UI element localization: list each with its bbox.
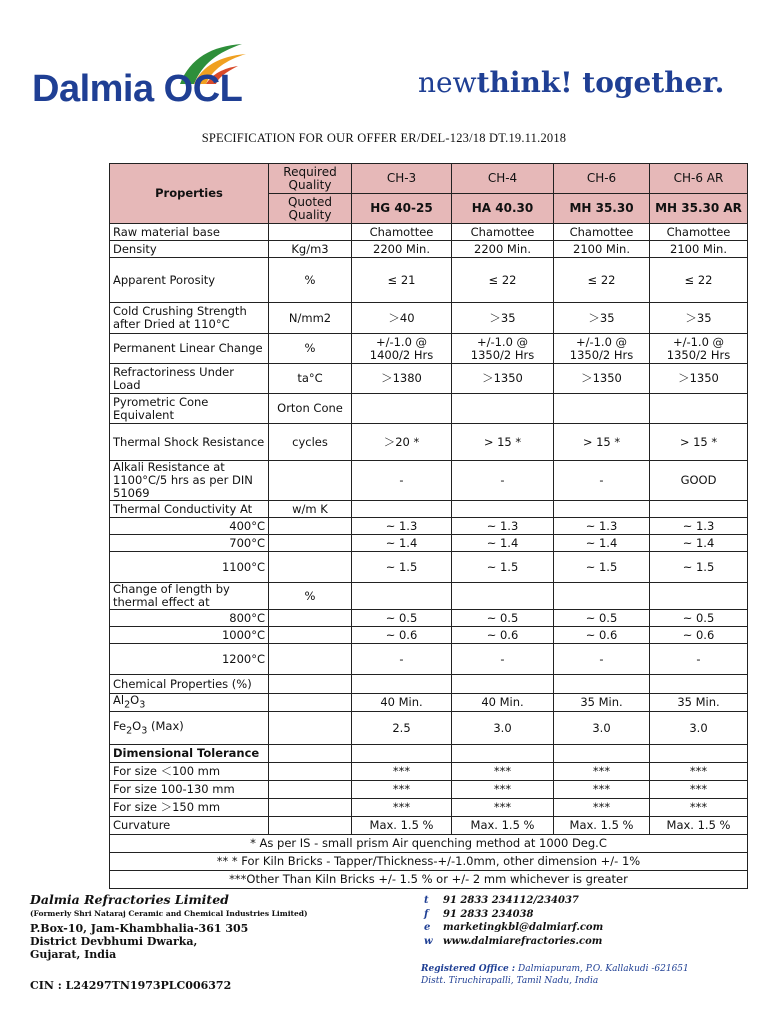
value-cell: 35 Min.: [650, 694, 748, 712]
unit-cell: cycles: [269, 424, 352, 461]
property-label: 1200°C: [110, 644, 269, 675]
company-address: [30, 922, 308, 961]
header-grade: HA 40.30: [452, 194, 554, 224]
table-row: [110, 241, 748, 258]
unit-cell: [269, 518, 352, 535]
unit-cell: %: [269, 583, 352, 610]
property-label: Thermal Conductivity At: [110, 501, 269, 518]
unit-cell: N/mm2: [269, 303, 352, 334]
unit-cell: [269, 224, 352, 241]
registered-office: [421, 963, 689, 987]
value-cell: ＞1350: [650, 364, 748, 394]
value-cell: ~ 1.4: [650, 535, 748, 552]
address-line: Gujarat, India: [30, 948, 117, 961]
property-label: Dimensional Tolerance: [110, 745, 269, 763]
property-label: 400°C: [110, 518, 269, 535]
property-label: For size 100-130 mm: [110, 781, 269, 799]
value-cell: [650, 583, 748, 610]
unit-cell: [269, 694, 352, 712]
value-cell: [650, 675, 748, 694]
value-cell: 40 Min.: [352, 694, 452, 712]
footnote-row: [110, 871, 748, 889]
property-label: Chemical Properties (%): [110, 675, 269, 694]
value-cell: ~ 1.4: [452, 535, 554, 552]
unit-cell: [269, 610, 352, 627]
footnote: ***Other Than Kiln Bricks +/- 1.5 % or +/- 2 mm whichever is greater: [110, 871, 748, 889]
header-product: CH-4: [452, 164, 554, 194]
value-cell: -: [452, 644, 554, 675]
table-row: [110, 518, 748, 535]
footnote-row: [110, 853, 748, 871]
unit-cell: [269, 552, 352, 583]
address-line: P.Box-10, Jam-Khambhalia-361 305: [30, 922, 249, 935]
header-grade: MH 35.30 AR: [650, 194, 748, 224]
unit-cell: [269, 799, 352, 817]
page-title: SPECIFICATION FOR OUR OFFER ER/DEL-123/18 DT.19.11.2018: [201, 131, 567, 145]
unit-cell: [269, 745, 352, 763]
unit-cell: [269, 781, 352, 799]
value-cell: ＞35: [554, 303, 650, 334]
value-cell: [554, 675, 650, 694]
value-cell: ~ 1.3: [650, 518, 748, 535]
property-label: Curvature: [110, 817, 269, 835]
table-row: [110, 461, 748, 501]
value-cell: Chamottee: [352, 224, 452, 241]
value-cell: > 15 *: [554, 424, 650, 461]
property-label: 700°C: [110, 535, 269, 552]
unit-cell: [269, 675, 352, 694]
unit-cell: [269, 461, 352, 501]
value-cell: +/-1.0 @ 1400/2 Hrs: [352, 334, 452, 364]
value-cell: Chamottee: [554, 224, 650, 241]
value-cell: 3.0: [554, 712, 650, 745]
unit-cell: [269, 817, 352, 835]
unit-cell: Kg/m3: [269, 241, 352, 258]
value-cell: [554, 501, 650, 518]
unit-cell: [269, 627, 352, 644]
property-label: $Fe_2O_3$ (Max): [110, 712, 269, 745]
company-name: Dalmia Refractories Limited: [30, 892, 229, 907]
value-cell: Chamottee: [452, 224, 554, 241]
value-cell: 40 Min.: [452, 694, 554, 712]
value-cell: [650, 745, 748, 763]
value-cell: [352, 394, 452, 424]
value-cell: ~ 1.3: [452, 518, 554, 535]
value-cell: ***: [452, 799, 554, 817]
table-row: [110, 552, 748, 583]
contact-fax: f 91 2833 234038: [424, 908, 534, 920]
header-product: CH-6 AR: [650, 164, 748, 194]
table-row: [110, 501, 748, 518]
tagline-light: new: [418, 66, 477, 99]
value-cell: ~ 1.5: [352, 552, 452, 583]
value-cell: ~ 1.5: [452, 552, 554, 583]
table-row: [110, 394, 748, 424]
value-cell: ＞35: [452, 303, 554, 334]
header-product: CH-6: [554, 164, 650, 194]
value-cell: ***: [554, 799, 650, 817]
value-cell: ~ 1.4: [352, 535, 452, 552]
address-line: District Devbhumi Dwarka,: [30, 935, 198, 948]
property-label: Pyrometric Cone Equivalent: [110, 394, 269, 424]
property-label: Cold Crushing Strength after Dried at 110°C: [110, 303, 269, 334]
value-cell: ~ 1.4: [554, 535, 650, 552]
value-cell: +/-1.0 @ 1350/2 Hrs: [554, 334, 650, 364]
value-cell: ***: [554, 781, 650, 799]
value-cell: [554, 394, 650, 424]
value-cell: ＞35: [650, 303, 748, 334]
unit-cell: [269, 763, 352, 781]
value-cell: ***: [452, 781, 554, 799]
unit-cell: [269, 535, 352, 552]
logo-text: Dalmia OCL: [32, 68, 243, 110]
value-cell: ≤ 22: [650, 258, 748, 303]
value-cell: ***: [452, 763, 554, 781]
value-cell: > 15 *: [452, 424, 554, 461]
table-row: [110, 817, 748, 835]
value-cell: ~ 0.6: [554, 627, 650, 644]
value-cell: ~ 0.6: [650, 627, 748, 644]
value-cell: Max. 1.5 %: [452, 817, 554, 835]
table-row: [110, 694, 748, 712]
value-cell: ＞40: [352, 303, 452, 334]
footnote: * As per IS - small prism Air quenching method at 1000 Deg.C: [110, 835, 748, 853]
value-cell: ~ 0.5: [554, 610, 650, 627]
value-cell: -: [650, 644, 748, 675]
registered-label: Registered Office :: [421, 964, 516, 974]
value-cell: +/-1.0 @ 1350/2 Hrs: [452, 334, 554, 364]
property-label: 800°C: [110, 610, 269, 627]
value-cell: ≤ 21: [352, 258, 452, 303]
value-cell: [352, 583, 452, 610]
spec-table: [109, 163, 748, 889]
value-cell: ***: [650, 763, 748, 781]
value-cell: -: [352, 644, 452, 675]
property-label: Alkali Resistance at 1100°C/5 hrs as per DIN 51069: [110, 461, 269, 501]
value-cell: ＞1380: [352, 364, 452, 394]
value-cell: ≤ 22: [554, 258, 650, 303]
value-cell: -: [452, 461, 554, 501]
property-label: For size ＜100 mm: [110, 763, 269, 781]
registered-line2: Distt. Tiruchirapalli, Tamil Nadu, India: [421, 976, 599, 986]
property-label: For size ＞150 mm: [110, 799, 269, 817]
value-cell: [452, 501, 554, 518]
property-label: $Al_2O_3$: [110, 694, 269, 712]
value-cell: [352, 501, 452, 518]
property-label: Thermal Shock Resistance: [110, 424, 269, 461]
value-cell: 3.0: [650, 712, 748, 745]
contact-email[interactable]: e marketingkbl@dalmiarf.com: [424, 922, 604, 933]
unit-cell: ta°C: [269, 364, 352, 394]
value-cell: -: [352, 461, 452, 501]
table-header-row: [110, 164, 748, 194]
company-formerly: (Formerly Shri Nataraj Ceramic and Chemical Industries Limited): [30, 909, 308, 918]
value-cell: [452, 583, 554, 610]
company-info: [30, 892, 308, 992]
property-label: Permanent Linear Change: [110, 334, 269, 364]
header-grade: HG 40-25: [352, 194, 452, 224]
property-label: Change of length by thermal effect at: [110, 583, 269, 610]
tagline-bold: think! together.: [476, 66, 725, 99]
value-cell: [554, 745, 650, 763]
value-cell: GOOD: [650, 461, 748, 501]
value-cell: [650, 501, 748, 518]
table-row: [110, 799, 748, 817]
tagline: [418, 66, 724, 99]
table-row: [110, 712, 748, 745]
value-cell: ~ 0.5: [352, 610, 452, 627]
cin-number: CIN : L24297TN1973PLC006372: [30, 979, 232, 992]
property-label: Refractoriness Under Load: [110, 364, 269, 394]
value-cell: 2100 Min.: [650, 241, 748, 258]
unit-cell: [269, 644, 352, 675]
header-grade: MH 35.30: [554, 194, 650, 224]
value-cell: [554, 583, 650, 610]
contact-info: [424, 894, 603, 948]
table-row: [110, 675, 748, 694]
table-row: [110, 781, 748, 799]
contact-website[interactable]: w www.dalmiarefractories.com: [424, 935, 603, 947]
value-cell: Max. 1.5 %: [650, 817, 748, 835]
value-cell: 2200 Min.: [452, 241, 554, 258]
value-cell: +/-1.0 @ 1350/2 Hrs: [650, 334, 748, 364]
property-label: 1000°C: [110, 627, 269, 644]
value-cell: ~ 1.3: [352, 518, 452, 535]
header-properties: Properties: [110, 164, 269, 224]
property-label: Apparent Porosity: [110, 258, 269, 303]
value-cell: ***: [352, 799, 452, 817]
property-label: Density: [110, 241, 269, 258]
value-cell: ＞20 *: [352, 424, 452, 461]
value-cell: 2200 Min.: [352, 241, 452, 258]
value-cell: ≤ 22: [452, 258, 554, 303]
value-cell: Max. 1.5 %: [554, 817, 650, 835]
table-row: [110, 763, 748, 781]
value-cell: ＞1350: [452, 364, 554, 394]
value-cell: ~ 1.5: [554, 552, 650, 583]
value-cell: [352, 745, 452, 763]
value-cell: ***: [650, 799, 748, 817]
property-label: 1100°C: [110, 552, 269, 583]
value-cell: ~ 0.5: [650, 610, 748, 627]
unit-cell: w/m K: [269, 501, 352, 518]
value-cell: 2100 Min.: [554, 241, 650, 258]
value-cell: -: [554, 644, 650, 675]
property-label: Raw material base: [110, 224, 269, 241]
value-cell: [650, 394, 748, 424]
table-row: [110, 627, 748, 644]
table-row: [110, 303, 748, 334]
value-cell: ~ 0.5: [452, 610, 554, 627]
footnote: ** * For Kiln Bricks - Tapper/Thickness-+/-1.0mm, other dimension +/- 1%: [110, 853, 748, 871]
registered-line1: Dalmiapuram, P.O. Kallakudi -621651: [518, 964, 689, 974]
value-cell: ***: [352, 763, 452, 781]
value-cell: 35 Min.: [554, 694, 650, 712]
value-cell: -: [554, 461, 650, 501]
value-cell: ~ 0.6: [452, 627, 554, 644]
value-cell: [452, 745, 554, 763]
table-row: [110, 745, 748, 763]
unit-cell: %: [269, 258, 352, 303]
value-cell: ＞1350: [554, 364, 650, 394]
header-quoted-quality: Quoted Quality: [269, 194, 352, 224]
unit-cell: Orton Cone: [269, 394, 352, 424]
value-cell: [352, 675, 452, 694]
contact-phone: t 91 2833 234112/234037: [424, 895, 579, 906]
table-row: [110, 364, 748, 394]
header-required-quality: Required Quality: [269, 164, 352, 194]
value-cell: ~ 1.3: [554, 518, 650, 535]
table-row: [110, 644, 748, 675]
value-cell: 3.0: [452, 712, 554, 745]
unit-cell: %: [269, 334, 352, 364]
value-cell: [452, 675, 554, 694]
table-row: [110, 583, 748, 610]
table-row: [110, 258, 748, 303]
table-row: [110, 424, 748, 461]
value-cell: ***: [352, 781, 452, 799]
value-cell: ~ 1.5: [650, 552, 748, 583]
footnote-row: [110, 835, 748, 853]
table-row: [110, 334, 748, 364]
unit-cell: [269, 712, 352, 745]
table-row: [110, 224, 748, 241]
company-logo: [30, 40, 330, 120]
value-cell: [452, 394, 554, 424]
value-cell: Max. 1.5 %: [352, 817, 452, 835]
value-cell: ~ 0.6: [352, 627, 452, 644]
value-cell: 2.5: [352, 712, 452, 745]
table-row: [110, 610, 748, 627]
table-row: [110, 535, 748, 552]
header-product: CH-3: [352, 164, 452, 194]
value-cell: > 15 *: [650, 424, 748, 461]
value-cell: ***: [554, 763, 650, 781]
value-cell: ***: [650, 781, 748, 799]
value-cell: Chamottee: [650, 224, 748, 241]
